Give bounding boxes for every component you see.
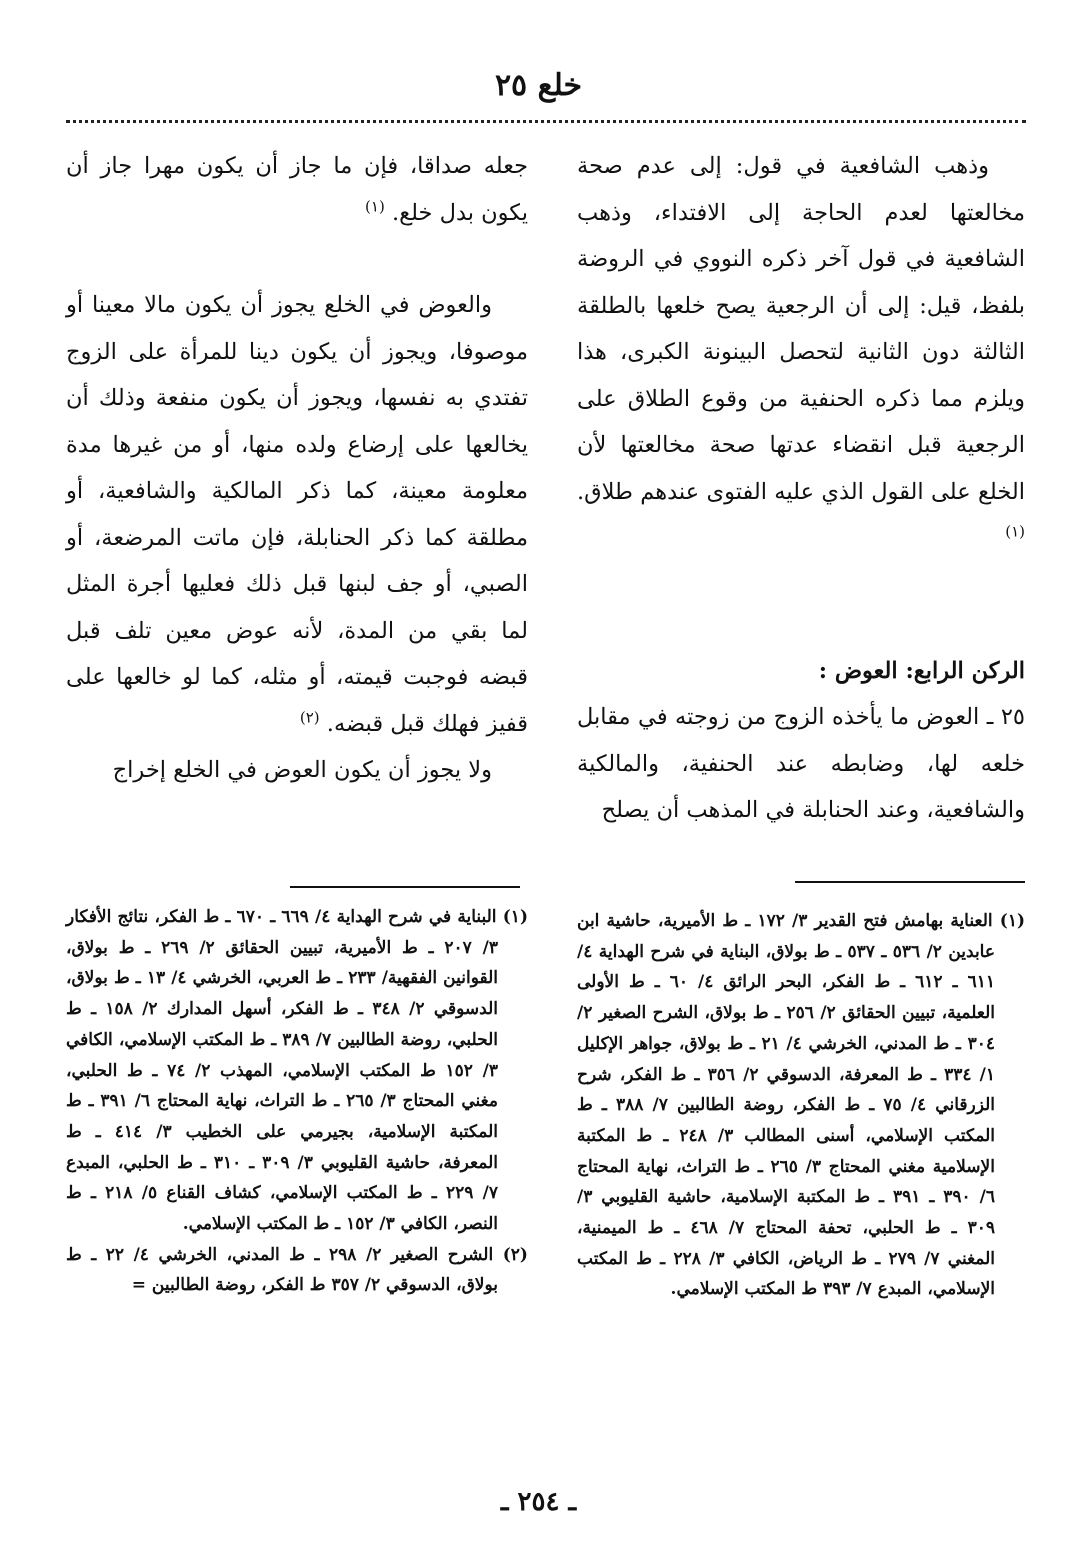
left-paragraph-1-text: جعله صداقا، فإن ما جاز أن يكون مهرا جاز أن يكون بدل خلع.: [66, 153, 528, 226]
page-number: ـ ٢٥٤ ـ: [500, 1487, 577, 1517]
right-paragraph-1: [577, 143, 1025, 562]
footnote-separator-right: [795, 881, 1025, 883]
left-text-column: [66, 143, 528, 794]
page-header-title: خلع ٢٥: [494, 68, 583, 103]
left-paragraph-2-text: والعوض في الخلع يجوز أن يكون مالا معينا أو موصوفا، ويجوز أن يكون دينا للمرأة على الزوج تفتدي به نفسها، ويجوز أن يكون منفعة وذلك أن يخالعها على إرضاع ولده منها، أو من غيرها مدة معلومة معينة، كما ذكر المالكية والشافعية، أو مطلقة كما ذكر الحنابلة، فإن ماتت المرضعة، أو الصبي، أو جف لبنها قبل ذلك فعليها أجرة المثل لما بقي من المدة، لأنه عوض معين تلف قبل قبضه فوجبت قيمته، أو مثله، كما لو خالعها على قفيز فهلك قبل قبضه.: [66, 292, 528, 737]
left-paragraph-3: ولا يجوز أن يكون العوض في الخلع إخراج: [112, 757, 492, 783]
section-heading-fourth-pillar: الركن الرابع: العوض :: [818, 657, 1025, 684]
right-paragraph-1-text: وذهب الشافعية في قول: إلى عدم صحة مخالعتها لعدم الحاجة إلى الافتداء، وذهب الشافعية في قول آخر ذكره النووي في الروضة بلفظ، قيل: إلى أن الرجعية يصح خلعها بالطلقة الثالثة دون الثانية لتحصل البينونة الكبرى، هذا ويلزم مما ذكره الحنفية من وقوع الطلاق على الرجعية قبل انقضاء عدتها صحة مخالعتها لأن الخلع على القول الذي عليه الفتوى عندهم طلاق.: [577, 153, 1025, 505]
footnotes-left: [66, 902, 528, 1301]
footnote-ref-2-left: (٢): [299, 708, 320, 726]
right-paragraph-2: ٢٥ ـ العوض ما يأخذه الزوج من زوجته في مقابل خلعه لها، وضابطه عند الحنفية، والمالكية والشافعية، وعند الحنابلة في المذهب أن يصلح: [577, 704, 1025, 823]
footnote-left-2: (٢) الشرح الصغير ٢/ ٢٩٨ ـ ط المدني، الخرشي ٤/ ٢٢ ـ ط بولاق، الدسوقي ٢/ ٣٥٧ ط الفكر، روضة الطالبين =: [66, 1244, 528, 1296]
footnote-separator-left: [290, 886, 520, 888]
footnotes-right: [577, 906, 1025, 1305]
footnote-ref-1-right: (١): [1005, 522, 1025, 541]
footnote-left-1: (١) البناية في شرح الهداية ٤/ ٦٦٩ ـ ٦٧٠ ـ ط الفكر، نتائج الأفكار ٣/ ٢٠٧ ـ ط الأميرية، تبيين الحقائق ٢/ ٢٦٩ ـ ط بولاق، القوانين الفقهية/ ٢٣٣ ـ ط العربي، الخرشي ٤/ ١٣ ـ ط بولاق، الدسوقي ٢/ ٣٤٨ ـ ط الفكر، أسهل المدارك ٢/ ١٥٨ ـ ط الحلبي، روضة الطالبين ٧/ ٣٨٩ ـ ط المكتب الإسلامي، الكافي ٣/ ١٥٢ ط المكتب الإسلامي، المهذب ٢/ ٧٤ ـ ط الحلبي، مغني المحتاج ٣/ ٢٦٥ ـ ط التراث، نهاية المحتاج ٦/ ٣٩١ ـ ط المكتبة الإسلامية، بجيرمي على الخطيب ٣/ ٤١٤ ـ ط المعرفة، حاشية القليوبي ٣/ ٣٠٩ ـ ٣١٠ ـ ط الحلبي، المبدع ٧/ ٢٢٩ ـ ط المكتب الإسلامي، كشاف القناع ٥/ ٢١٨ ـ ط النصر، الكافي ٣/ ١٥٢ ـ ط المكتب الإسلامي.: [66, 907, 528, 1235]
left-paragraph-1: [66, 143, 528, 236]
header-dotted-rule: [66, 120, 1026, 123]
footnote-right-1: (١) العناية بهامش فتح القدير ٣/ ١٧٢ ـ ط الأميرية، حاشية ابن عابدين ٢/ ٥٣٦ ـ ٥٣٧ ـ ط بولاق، البناية في شرح الهداية ٤/ ٦١١ ـ ٦١٢ ـ ط الفكر، البحر الرائق ٤/ ٦٠ ـ ط الأولى العلمية، تبيين الحقائق ٢/ ٢٥٦ ـ ط بولاق، الشرح الصغير ٢/ ٣٠٤ ـ ط المدني، الخرشي ٤/ ٢١ ـ ط بولاق، جواهر الإكليل ١/ ٣٣٤ ـ ط المعرفة، الدسوقي ٢/ ٣٥٦ ـ ط الفكر، شرح الزرقاني ٤/ ٧٥ ـ ط الفكر، روضة الطالبين ٧/ ٣٨٨ ـ ط المكتب الإسلامي، أسنى المطالب ٣/ ٢٤٨ ـ ط المكتبة الإسلامية مغني المحتاج ٣/ ٢٦٥ ـ ط التراث، نهاية المحتاج ٦/ ٣٩٠ ـ ٣٩١ ـ ط المكتبة الإسلامية، حاشية القليوبي ٣/ ٣٠٩ ـ ط الحلبي، تحفة المحتاج ٧/ ٤٦٨ ـ ط الميمنية، المغني ٧/ ٢٧٩ ـ ط الرياض، الكافي ٣/ ٢٢٨ ـ ط المكتب الإسلامي، المبدع ٧/ ٣٩٣ ط المكتب الإسلامي.: [577, 911, 1025, 1300]
footnote-ref-1-left: (١): [365, 197, 385, 215]
left-paragraph-2: [66, 282, 528, 747]
right-text-column: [577, 143, 1025, 834]
